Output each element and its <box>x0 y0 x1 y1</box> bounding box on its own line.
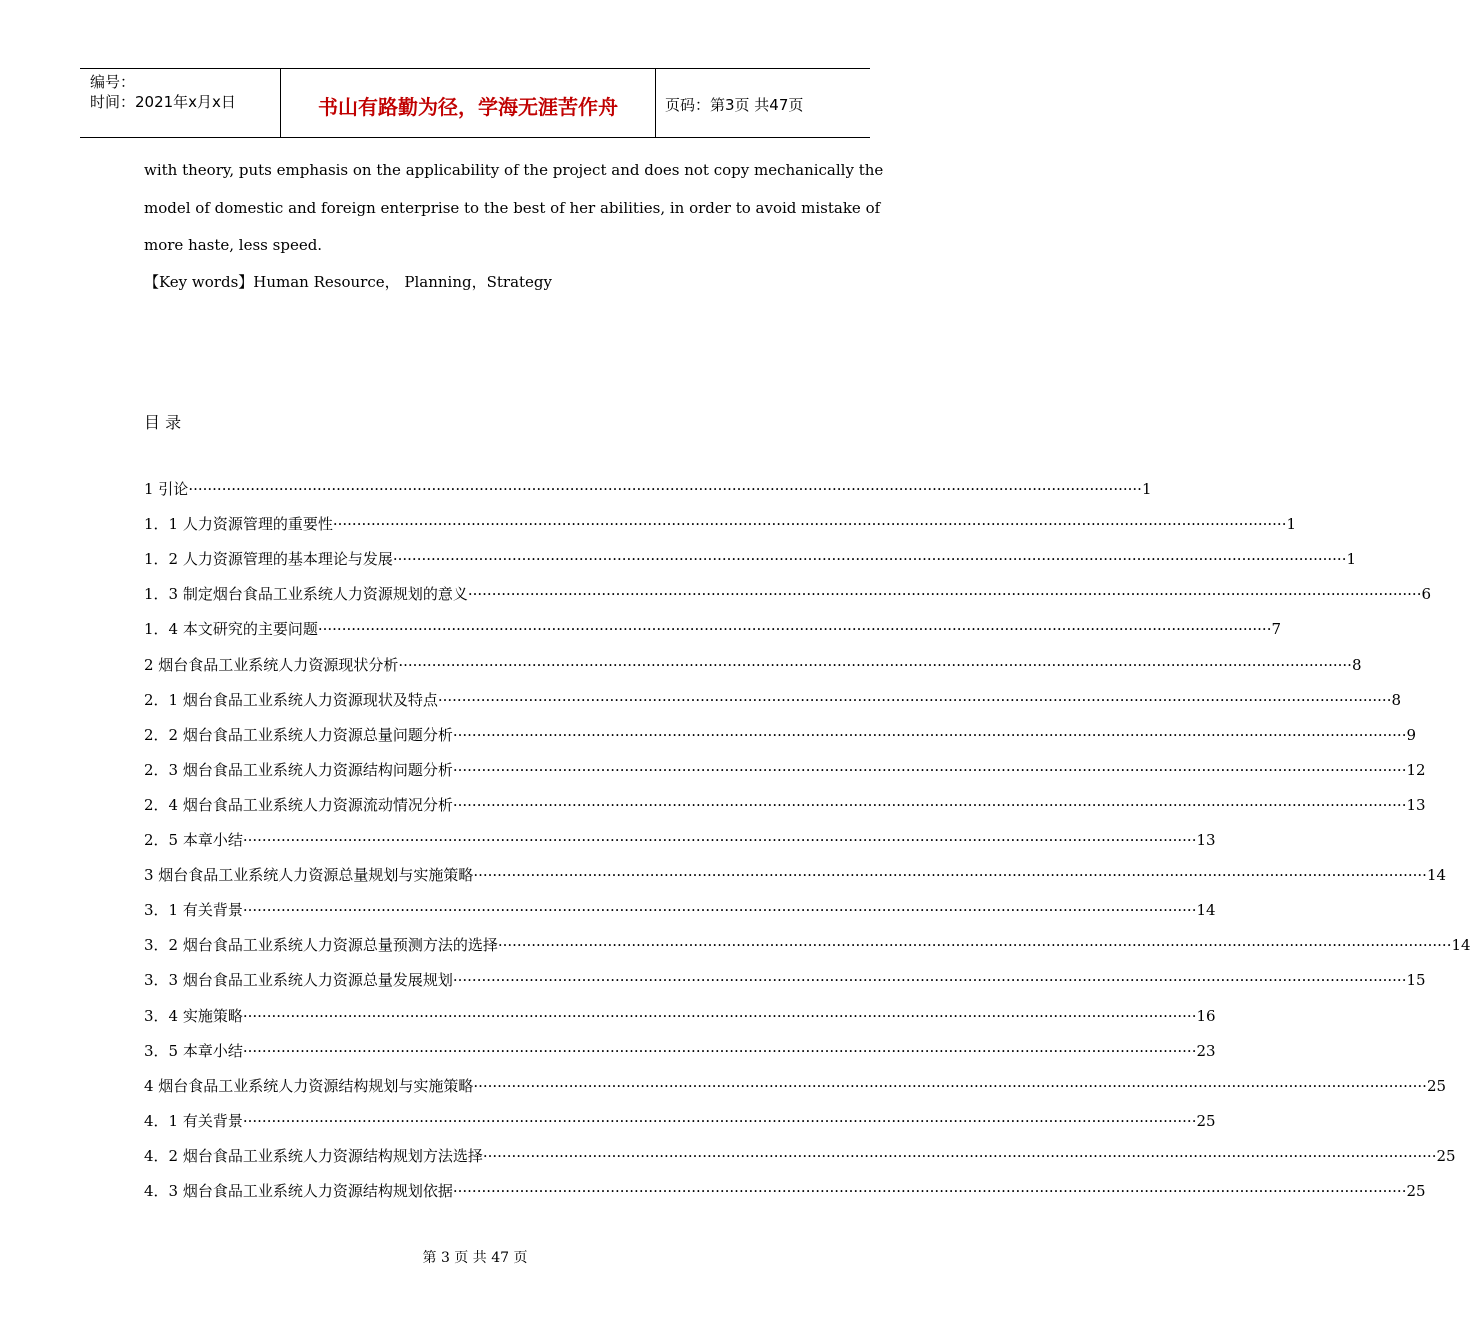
toc-entry[interactable] <box>144 969 1426 990</box>
toc-entry[interactable] <box>144 1110 1216 1131</box>
toc-leader-dots: ········································································································································································································ <box>242 831 1197 849</box>
toc-leader-dots: ········································································································································································································ <box>398 655 1352 674</box>
toc-entry-page: 25 <box>1196 1111 1216 1130</box>
toc-entry[interactable] <box>144 934 1471 955</box>
toc-entry-page: 15 <box>1406 971 1426 990</box>
abstract-line: more haste, less speed. <box>144 236 323 254</box>
toc-entry[interactable] <box>144 654 1362 675</box>
toc-entry-title: 3．1 有关背景 <box>144 901 243 920</box>
toc-entry[interactable] <box>144 1040 1216 1061</box>
toc-entry-page: 7 <box>1271 620 1282 639</box>
toc-entry[interactable] <box>144 583 1432 604</box>
toc-entry-page: 16 <box>1196 1006 1216 1025</box>
document-number-label: 编号： <box>90 73 136 91</box>
toc-leader-dots: ········································································································································································································ <box>242 1111 1197 1130</box>
toc-entry-page: 13 <box>1196 831 1216 849</box>
toc-entry[interactable] <box>144 1180 1426 1201</box>
toc-leader-dots: ········································································································································································································ <box>392 550 1347 569</box>
toc-entry-page: 6 <box>1421 585 1432 604</box>
toc-entry-title: 4 烟台食品工业系统人力资源结构规划与实施策略 <box>144 1076 474 1095</box>
document-date-label: 时间：2021年x月x日 <box>90 93 236 111</box>
toc-entry[interactable] <box>144 478 1152 499</box>
toc-leader-dots: ········································································································································································································ <box>317 620 1272 639</box>
toc-entry[interactable] <box>144 864 1447 885</box>
toc-leader-dots: ········································································································································································································ <box>452 795 1407 814</box>
toc-entry-title: 4．3 烟台食品工业系统人力资源结构规划依据 <box>144 1182 453 1200</box>
toc-entry-page: 8 <box>1351 655 1362 674</box>
toc-entry-page: 25 <box>1436 1146 1456 1165</box>
toc-entry[interactable] <box>144 794 1426 815</box>
header-left-cell <box>80 69 280 137</box>
toc-entry-title: 2 烟台食品工业系统人力资源现状分析 <box>144 655 399 674</box>
toc-entry[interactable] <box>144 548 1357 569</box>
toc-entry-page: 12 <box>1406 760 1426 779</box>
toc-entry[interactable] <box>144 724 1417 745</box>
toc-entry-title: 1．1 人力资源管理的重要性 <box>144 515 333 534</box>
toc-entry-title: 4．2 烟台食品工业系统人力资源结构规划方法选择 <box>144 1146 483 1165</box>
toc-entry-page: 1 <box>1346 550 1357 569</box>
toc-entry-title: 1 引论 <box>144 480 189 498</box>
toc-entry-title: 3．4 实施策略 <box>144 1006 243 1025</box>
toc-entry-title: 3．3 烟台食品工业系统人力资源总量发展规划 <box>144 971 453 990</box>
header-right-cell <box>655 69 870 137</box>
toc-leader-dots: ········································································································································································································ <box>332 515 1287 534</box>
toc-entry-page: 8 <box>1391 690 1402 709</box>
toc-entry-title: 1．2 人力资源管理的基本理论与发展 <box>144 550 393 569</box>
header-motto-cell <box>280 69 656 137</box>
toc-entry-title: 2．3 烟台食品工业系统人力资源结构问题分析 <box>144 760 453 779</box>
page-header <box>80 68 870 138</box>
toc-entry-title: 2．2 烟台食品工业系统人力资源总量问题分析 <box>144 725 453 744</box>
toc-entry-page: 25 <box>1426 1076 1447 1095</box>
toc-leader-dots: ········································································································································································································ <box>242 1006 1197 1025</box>
toc-entry-page: 14 <box>1451 936 1471 955</box>
toc-entry-page: 1 <box>1141 480 1152 498</box>
toc-entry-page: 14 <box>1426 866 1447 885</box>
toc-entry[interactable] <box>144 1075 1447 1096</box>
toc-leader-dots: ········································································································································································································ <box>452 725 1407 744</box>
keywords-line: 【Key words】Human Resource， Planning，Strategy <box>144 273 552 291</box>
toc-leader-dots: ········································································································································································································ <box>188 480 1142 498</box>
toc-entry-title: 2．1 烟台食品工业系统人力资源现状及特点 <box>144 690 438 709</box>
toc-entry-page: 1 <box>1286 515 1297 534</box>
toc-entry-page: 14 <box>1196 901 1216 920</box>
toc-leader-dots: ········································································································································································································ <box>467 585 1422 604</box>
toc-title: 目 录 <box>144 413 182 432</box>
toc-entry-page: 23 <box>1196 1041 1216 1060</box>
toc-entry-title: 2．5 本章小结 <box>144 831 243 849</box>
toc-entry-page: 9 <box>1406 725 1417 744</box>
toc-entry[interactable] <box>144 1145 1456 1166</box>
abstract-line: with theory, puts emphasis on the applicability of the project and does not copy mechanically the <box>144 161 884 179</box>
toc-leader-dots: ········································································································································································································ <box>242 1041 1197 1060</box>
toc-entry-title: 4．1 有关背景 <box>144 1111 243 1130</box>
toc-entry-title: 3．5 本章小结 <box>144 1041 243 1060</box>
toc-entry[interactable] <box>144 513 1297 534</box>
toc-entry-title: 1．3 制定烟台食品工业系统人力资源规划的意义 <box>144 585 468 604</box>
header-motto: 书山有路勤为径，学海无涯苦作舟 <box>318 95 618 119</box>
toc-leader-dots: ········································································································································································································ <box>473 866 1427 885</box>
toc-leader-dots: ········································································································································································································ <box>242 901 1197 920</box>
toc-entry[interactable] <box>144 1005 1216 1026</box>
header-page-info: 页码：第3页 共47页 <box>665 96 804 114</box>
toc-entry[interactable] <box>144 829 1216 850</box>
toc-leader-dots: ········································································································································································································ <box>452 760 1407 779</box>
toc-entry-title: 1．4 本文研究的主要问题 <box>144 620 318 639</box>
toc-leader-dots: ········································································································································································································ <box>497 936 1452 955</box>
toc-leader-dots: ········································································································································································································ <box>452 971 1407 990</box>
toc-entry[interactable] <box>144 618 1282 639</box>
toc-entry-title: 3．2 烟台食品工业系统人力资源总量预测方法的选择 <box>144 936 498 955</box>
toc-leader-dots: ········································································································································································································ <box>452 1182 1407 1200</box>
toc-entry[interactable] <box>144 689 1402 710</box>
toc-leader-dots: ········································································································································································································ <box>473 1076 1427 1095</box>
toc-leader-dots: ········································································································································································································ <box>437 690 1392 709</box>
toc-entry[interactable] <box>144 899 1216 920</box>
abstract-line: model of domestic and foreign enterprise to the best of her abilities, in order to avoid mistake of <box>144 199 881 217</box>
toc-leader-dots: ········································································································································································································ <box>482 1146 1437 1165</box>
toc-entry-title: 3 烟台食品工业系统人力资源总量规划与实施策略 <box>144 866 474 885</box>
toc-entry-page: 25 <box>1406 1182 1426 1200</box>
page-footer: 第 3 页 共 47 页 <box>422 1250 528 1266</box>
toc-entry-title: 2．4 烟台食品工业系统人力资源流动情况分析 <box>144 795 453 814</box>
toc-entry-page: 13 <box>1406 795 1426 814</box>
toc-entry[interactable] <box>144 759 1426 780</box>
